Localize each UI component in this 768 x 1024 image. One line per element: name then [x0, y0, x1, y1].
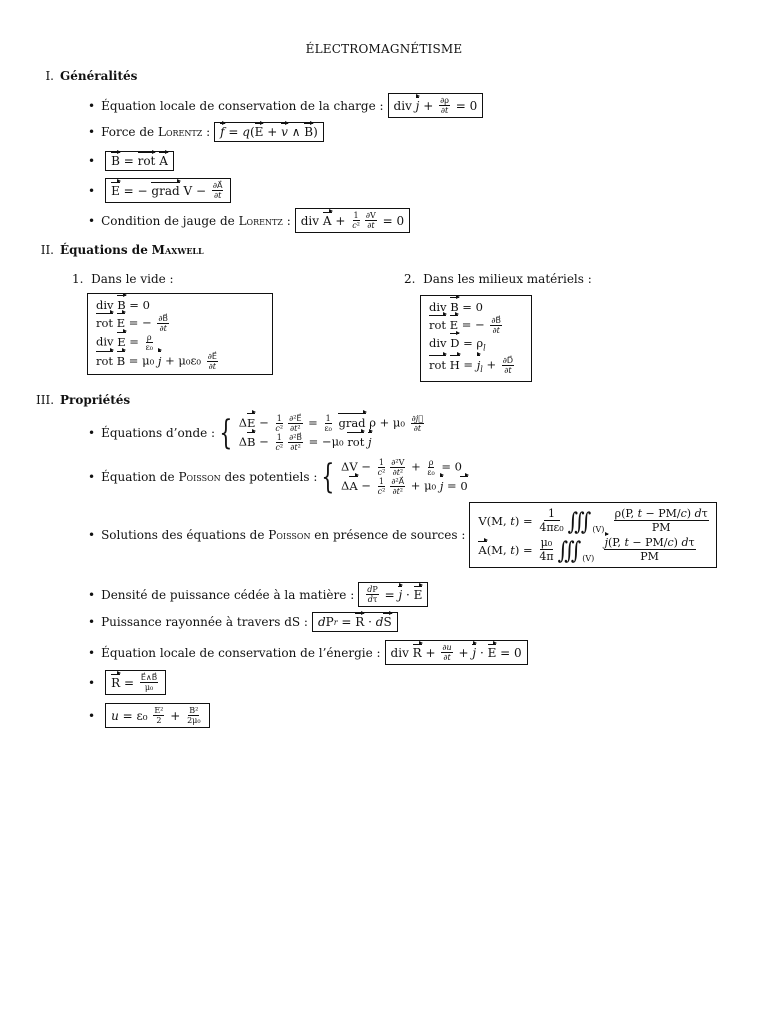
bullet: •: [88, 528, 96, 542]
formula-radiated-power: d P r = R · d S: [312, 612, 398, 632]
subsection-number: 1.: [72, 272, 84, 286]
formula-energy-conservation: div R + $\frac{\partial u}{\partial t}$ + j · E = 0: [385, 640, 528, 665]
section-number: III.: [36, 393, 55, 407]
formula-b-rot-a: B = rot A: [105, 151, 174, 171]
brace-glyph: {: [219, 413, 233, 453]
section-maxwell: [36, 243, 204, 257]
formula-wave-equations: ΔE − $\frac{1}{\text{c²}}$ $\frac{\text{∂²E⃗}}{\text{∂t²}}$ = $\frac{1}{\text{ε₀}}$ grad ρ + μ₀ $\frac{\partial j⃗}{\partial t}$ ΔB − $\frac{1}{\text{c²}}$ $\frac{\text{∂²B⃗}}{\text{∂t²}}$ = −μ₀ rot j: [238, 414, 424, 452]
item-text: Densité de puissance cédée à la matière :: [101, 587, 355, 602]
maxwell-matter-box: div B = 0 rot E = − $\frac{\partial B⃗}{\partial t}$ div $D = \rho_l$ rot $H = j_l$ + $\frac{\partial D⃗}{\partial t}$: [420, 295, 532, 382]
item-text: Équations d’onde :: [101, 426, 216, 440]
bullet: •: [88, 675, 96, 690]
list-item: [88, 178, 231, 203]
author-name: Poisson: [268, 528, 311, 542]
section-proprietes: [36, 393, 130, 407]
item-text: en présence de sources :: [314, 528, 466, 542]
author-name: Poisson: [178, 470, 221, 484]
list-item: [88, 93, 483, 118]
formula-e-potentials: E = − grad V − $\frac{\partial A⃗}{\partial t}$: [105, 178, 231, 203]
section-label: Généralités: [60, 69, 138, 83]
subsection-number: 2.: [404, 272, 416, 286]
list-item: [88, 640, 528, 665]
subsection-label: Dans les milieux matériels :: [423, 272, 592, 286]
subsection-vide: [72, 272, 174, 286]
list-item: [88, 502, 717, 568]
formula-power-density: $\frac{dP}{d\tau}$ = j · E: [358, 582, 428, 607]
bullet: •: [88, 615, 96, 629]
list-item: [88, 151, 174, 171]
formula-poynting-vector: R = $\frac{E⃗\wedge B⃗}{\text{μ₀}}$: [105, 670, 166, 695]
formula-retarded-potentials: V(M, t ) = $\frac{1}{\text{4πε₀}}$ ∭ $_{(V)}$ $\frac{\rho(P, t - PM/c) d\tau}{PM}$ A (M, t ) = $\frac{\text{μ₀}}{4\pi}$ ∭ $_{(V)}$ $\frac{j(P, t - PM/c) d\tau}{PM}$: [469, 502, 717, 568]
bullet: •: [88, 645, 96, 660]
item-text: Force de: [101, 125, 155, 139]
formula-charge-conservation: div j + $\frac{\partial\rho}{\partial t}$ = 0: [388, 93, 484, 118]
page-title: ÉLECTROMAGNÉTISME: [305, 42, 463, 56]
subsection-label: Dans le vide :: [91, 272, 174, 286]
item-text: Puissance rayonnée à travers dS :: [101, 615, 308, 629]
section-number: II.: [40, 243, 54, 257]
item-text: Équation de: [101, 470, 175, 484]
list-item: • Condition de jauge de Lorentz : div A + $\frac{1}{\text{c²}}$ $\frac{\partial V}{\partial t}$ = 0: [88, 208, 410, 233]
bullet: •: [88, 183, 96, 198]
item-text: Condition de jauge de: [101, 213, 235, 228]
formula-poisson-potentials: ΔV − $\frac{1}{\text{c²}}$ $\frac{\text{∂²V}}{\text{∂t²}}$ + $\frac{\rho}{\text{ε₀}}$ = 0 ΔA − $\frac{1}{\text{c²}}$ $\frac{\text{∂²A⃗}}{\text{∂t²}}$ + μ₀ j = 0: [341, 458, 468, 496]
list-item: [88, 703, 210, 728]
list-item: [88, 458, 468, 496]
item-text: Équation locale de conservation de l’énergie :: [101, 645, 381, 660]
bullet: •: [88, 470, 96, 484]
list-item: [88, 582, 428, 607]
bullet: •: [88, 98, 96, 113]
item-text: des potentiels :: [224, 470, 318, 484]
bullet: •: [88, 587, 96, 602]
item-text: Équation locale de conservation de la charge :: [101, 98, 384, 113]
author-name: Maxwell: [151, 243, 204, 257]
bullet: •: [88, 154, 96, 168]
author-name: Lorentz: [238, 213, 283, 228]
list-item: [88, 670, 166, 695]
formula-energy-density: u = ε₀ $\frac{\text{E²}}{2}$ + $\frac{\text{B²}}{\text{2μ₀}}$: [105, 703, 210, 728]
list-item: • Force de Lorentz : f = q ( E + v ∧ B ): [88, 122, 324, 142]
brace-glyph: {: [321, 457, 335, 497]
section-number: I.: [45, 69, 54, 83]
section-generalites: [36, 69, 137, 83]
maxwell-vacuum-box: div B = 0 rot E = − $\frac{\partial B⃗}{\partial t}$ div E = $\frac{\rho}{\text{ε₀}}$ rot B = μ₀ j + μ₀ε₀ $\frac{\partial E⃗}{\partial t}$: [87, 293, 273, 375]
bullet: •: [88, 125, 96, 139]
section-label: Équations de: [60, 243, 148, 257]
section-label: Propriétés: [60, 393, 131, 407]
formula-lorentz-gauge: div A + $\frac{1}{\text{c²}}$ $\frac{\partial V}{\partial t}$ = 0: [295, 208, 410, 233]
bullet: •: [88, 213, 96, 228]
item-text: Solutions des équations de: [101, 528, 265, 542]
bullet: •: [88, 426, 96, 440]
bullet: •: [88, 708, 96, 723]
list-item: [88, 612, 398, 632]
formula-lorentz-force: f = q ( E + v ∧ B ): [214, 122, 324, 142]
author-name: Lorentz: [157, 125, 203, 139]
subsection-milieux: [404, 272, 592, 286]
list-item: [88, 414, 426, 452]
